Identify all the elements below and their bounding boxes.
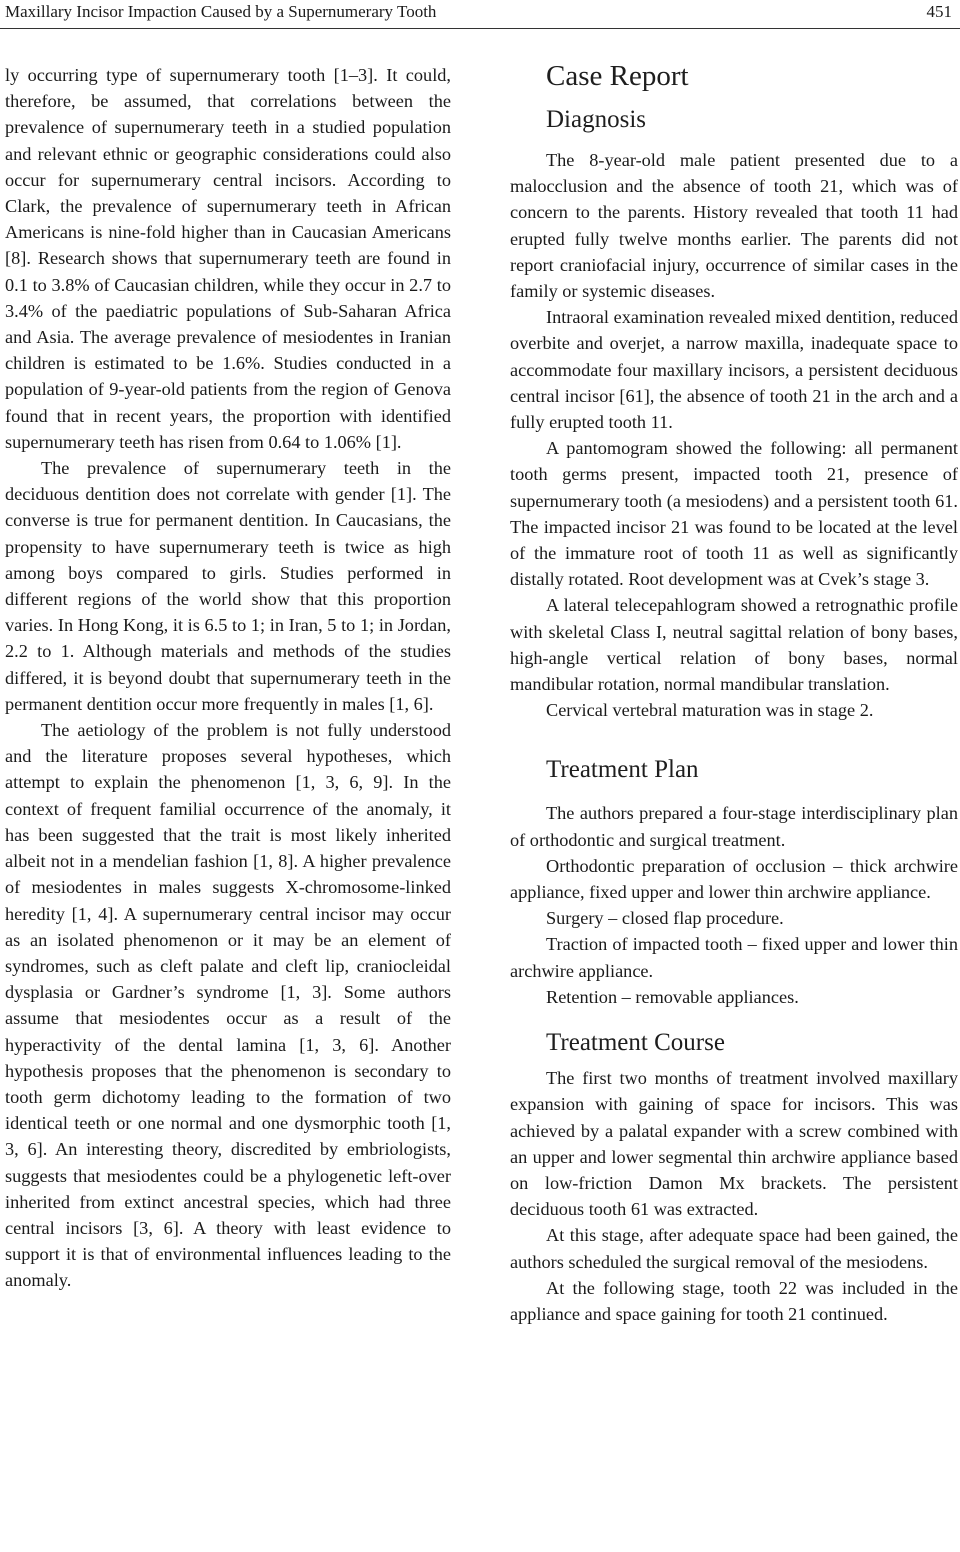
paragraph-diagnosis-presentation: The 8-year-old male patient presented due to a malocclusion and the absence of tooth 21, which was of concern to the parents. History revealed that tooth 11 had erupted fully twelve months earlier. The parents did not report craniofacial injury, occurrence of similar cases in the family or systemic diseases. xyxy=(510,150,958,302)
running-title: Maxillary Incisor Impaction Caused by a Supernumerary Tooth xyxy=(5,2,437,21)
paragraph-course-surgical-removal: At this stage, after adequate space had been gained, the authors scheduled the surgical removal of the mesiodens. xyxy=(510,1225,958,1272)
left-column xyxy=(5,62,451,1542)
paragraph-diagnosis-cervical: Cervical vertebral maturation was in stage 2. xyxy=(546,700,874,721)
running-header xyxy=(0,0,960,29)
heading-treatment-plan: Treatment Plan xyxy=(546,756,699,784)
paragraph-course-expansion: The first two months of treatment involved maxillary expansion with gaining of space for incisors. This was achieved by a palatal expander with a screw combined with an upper and lower segmental thin archwire appliance based on low-friction Damon Mx brackets. The persistent deciduous tooth 61 was extracted. xyxy=(510,1068,958,1220)
paragraph-gender: The prevalence of supernumerary teeth in the deciduous dentition does not correlate with gender [1]. The converse is true for permanent dentition. In Caucasians, the propensity to have supernumerary teeth is twice as high among boys compared to girls. Studies performed in different regions of the world show that this proportion varies. In Hong Kong, it is 6.5 to 1; in Iran, 5 to 1; in Jordan, 2.2 to 1. Although materials and methods of the studies differed, it is beyond doubt that supernumerary teeth in the permanent dentition occur more frequently in males [1, 6]. xyxy=(5,458,451,714)
paragraph-diagnosis-intraoral: Intraoral examination revealed mixed dentition, reduced overbite and overjet, a narrow maxilla, inadequate space to accommodate four maxillary incisors, a persistent deciduous central incisor [61], the absence of tooth 21 in the arch and a fully erupted tooth 11. xyxy=(510,307,958,433)
heading-treatment-course: Treatment Course xyxy=(546,1029,725,1057)
section-title-case-report: Case Report xyxy=(546,62,689,92)
page-number: 451 xyxy=(926,2,952,21)
right-column xyxy=(510,62,958,1542)
paragraph-plan-orthodontic: Orthodontic preparation of occlusion – thick archwire appliance, fixed upper and lower thin archwire appliance. xyxy=(510,855,958,903)
paragraph-prevalence-continued: ly occurring type of supernumerary tooth [1–3]. It could, therefore, be assumed, that correlations between the prevalence of supernumerary teeth in a studied population and relevant ethnic or geographic considerations could also occur for supernumerary central incisors. According to Clark, the prevalence of supernumerary teeth in African Americans is nine-fold higher than in Caucasian Americans [8]. Research shows that supernumerary teeth are found in 0.1 to 3.8% of Caucasian children, while they occur in 2.7 to 3.4% of the paediatric populations of Sub-Saharan Africa and Asia. The average prevalence of mesiodentes in Iranian children is estimated to be 1.6%. Studies conducted in a population of 9-year-old patients from the region of Genova found that in recent years, the proportion with identified supernumerary teeth has risen from 0.64 to 1.06% [1]. xyxy=(5,65,451,452)
paragraph-plan-surgery: Surgery – closed flap procedure. xyxy=(546,908,784,929)
heading-diagnosis: Diagnosis xyxy=(546,106,646,133)
paragraph-plan-traction: Traction of impacted tooth – fixed upper and lower thin archwire appliance. xyxy=(510,934,958,981)
paragraph-plan-retention: Retention – removable appliances. xyxy=(546,986,799,1007)
paragraph-aetiology: The aetiology of the problem is not fully understood and the literature proposes several hypotheses, which attempt to explain the phenomenon [1, 3, 6, 9]. In the context of frequent familial occurrence of the anomaly, it has been suggested that the trait is most likely inherited albeit not in a mendelian fashion [1, 8]. A higher prevalence of mesiodentes in males suggests X-chromosome-linked heredity [1, 4]. A supernumerary central incisor may occur as an isolated phenomenon or it may be an element of syndromes, such as cleft palate and cleft lip, craniocleidal dysplasia or Gardner’s syndrome [1, 3]. Some authors assume that mesiodentes occur as a result of the hyperactivity of the dental lamina [1, 3, 6]. Another hypothesis proposes that the phenomenon is secondary to tooth germ dichotomy leading to the formation of two identical teeth or one normal and one dysmorphic tooth [1, 3, 6]. An interesting theory, discredited by embriologists, suggests that mesiodentes could be a phylogenetic left-over inherited from extinct ancestral species, which had three central incisors [3, 6]. A theory with least evidence to support it is that of environmental influences leading to the anomaly. xyxy=(5,720,451,1291)
paragraph-diagnosis-pantomogram: A pantomogram showed the following: all permanent tooth germs present, impacted tooth 21, presence of supernumerary tooth (a mesiodens) and a persistent tooth 61. The impacted incisor 21 was found to be located at the level of the immature root of tooth 11 as well as significantly distally rotated. Root development was at Cvek’s stage 3. xyxy=(510,438,958,590)
paragraph-course-tooth-22: At the following stage, tooth 22 was included in the appliance and space gaining for tooth 21 continued. xyxy=(510,1277,958,1324)
paragraph-plan-overview: The authors prepared a four-stage interdisciplinary plan of orthodontic and surgical treatment. xyxy=(510,803,958,850)
paragraph-diagnosis-telecephalogram: A lateral telecepahlogram showed a retrognathic profile with skeletal Class I, neutral sagittal relation of bony bases, high-angle vertical relation of bony bases, normal mandibular rotation, normal mandibular translation. xyxy=(510,595,958,695)
